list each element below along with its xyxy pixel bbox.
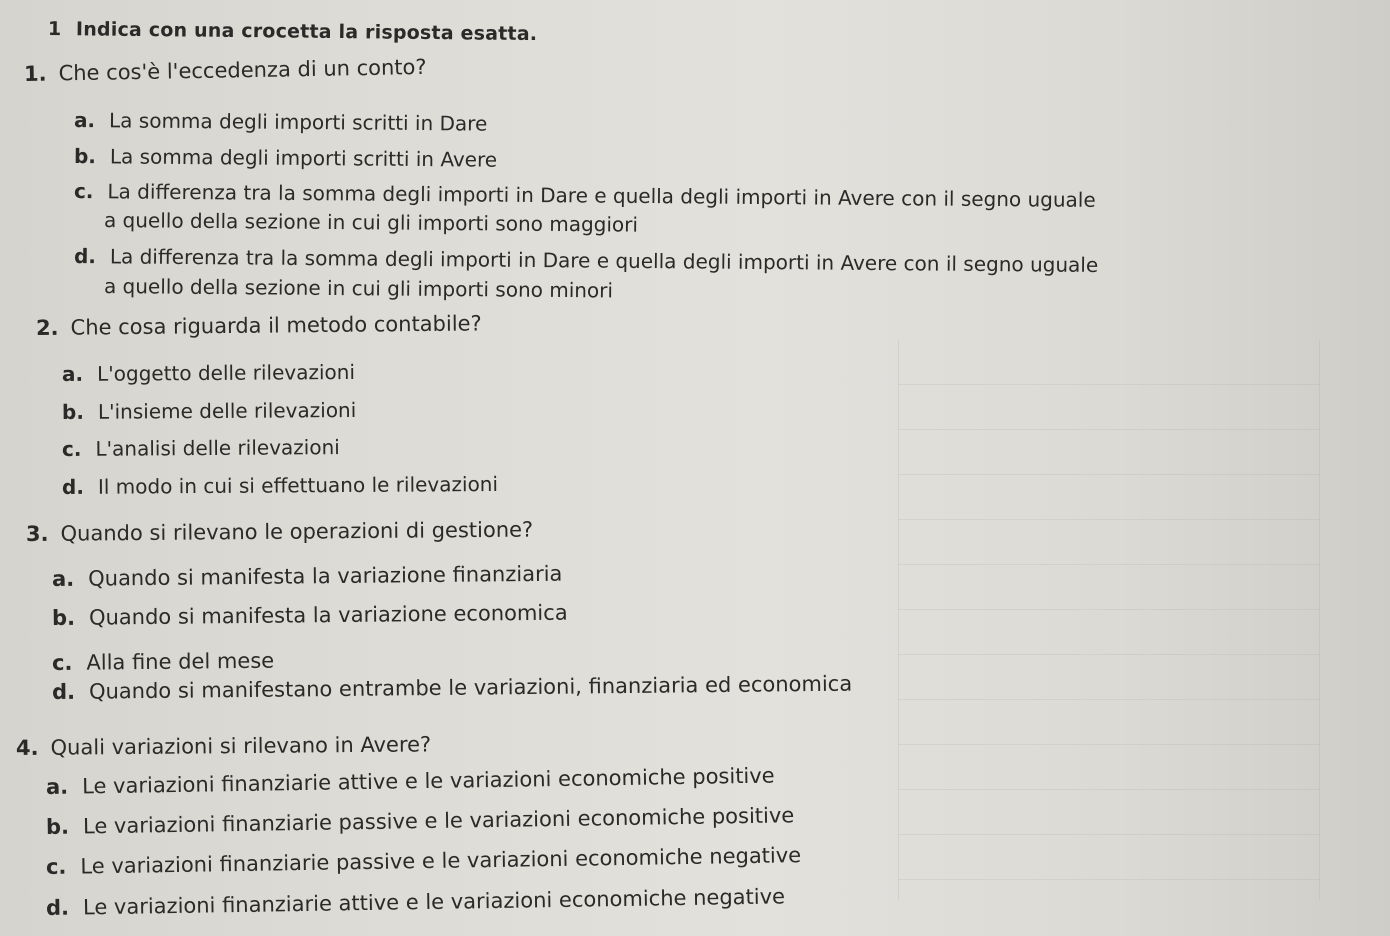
option-4c[interactable] [46, 843, 802, 879]
option-4b[interactable] [46, 803, 795, 839]
option-letter: d. [61, 474, 85, 499]
option-3c[interactable] [52, 649, 274, 675]
option-4d[interactable] [46, 884, 785, 920]
option-1d[interactable] [74, 244, 1098, 277]
option-text: La differenza tra la somma degli importi in Dare e quella degli importi in Avere con il segno uguale [107, 179, 1096, 212]
exercise-number: 1 [47, 18, 62, 41]
question-text: Che cosa riguarda il metodo contabile? [70, 311, 482, 340]
option-3d[interactable] [52, 672, 852, 704]
option-letter: c. [45, 854, 67, 879]
option-letter: a. [51, 566, 75, 591]
option-text: Il modo in cui si effettuano le rilevazioni [97, 471, 499, 499]
question-3 [26, 518, 533, 546]
option-letter: c. [51, 650, 73, 675]
option-text: Le variazioni finanziarie attive e le variazioni economiche negative [82, 884, 786, 920]
option-letter: b. [73, 144, 97, 169]
option-4a[interactable] [46, 764, 775, 799]
option-letter: a. [61, 361, 84, 386]
question-text: Quali variazioni si rilevano in Avere? [50, 732, 432, 760]
option-2a[interactable] [62, 360, 355, 386]
exercise-instruction: Indica con una crocetta la risposta esatta. [75, 18, 538, 46]
option-letter: a. [45, 774, 69, 799]
question-number: 1. [23, 61, 47, 86]
option-2b[interactable] [62, 398, 356, 424]
option-text: Le variazioni finanziarie passive e le variazioni economiche positive [82, 803, 795, 839]
option-letter: c. [61, 436, 82, 461]
question-2 [36, 311, 482, 340]
exercise-heading [48, 18, 537, 45]
option-text: a quello della sezione in cui gli importi sono minori [103, 274, 614, 303]
option-text: Le variazioni finanziarie passive e le variazioni economiche negative [80, 843, 802, 879]
option-2c[interactable] [62, 435, 340, 461]
option-letter: a. [73, 108, 96, 133]
option-2d[interactable] [62, 472, 498, 499]
option-1c[interactable] [74, 179, 1096, 212]
question-text: Quando si rilevano le operazioni di gestione? [60, 517, 534, 546]
option-text: La differenza tra la somma degli importi in Dare e quella degli importi in Avere con il segno uguale [109, 244, 1099, 277]
option-letter: c. [73, 179, 94, 204]
question-number: 2. [35, 315, 59, 340]
option-text: L'analisi delle rilevazioni [95, 435, 340, 461]
option-letter: b. [45, 814, 70, 839]
option-letter: b. [61, 399, 85, 424]
option-text: Quando si manifesta la variazione finanziaria [88, 561, 563, 591]
question-text: Che cos'è l'eccedenza di un conto? [58, 54, 427, 86]
option-3b[interactable] [52, 601, 568, 630]
option-1d-continued [104, 274, 613, 302]
question-number: 3. [25, 521, 49, 546]
option-text: Alla fine del mese [86, 648, 275, 675]
option-text: Quando si manifesta la variazione economica [88, 600, 568, 630]
option-1a[interactable] [74, 108, 488, 136]
option-letter: d. [73, 244, 97, 269]
option-text: a quello della sezione in cui gli importi sono maggiori [103, 208, 639, 237]
question-1 [24, 55, 427, 86]
option-text: Quando si manifestano entrambe le variazioni, finanziaria ed economica [88, 671, 853, 704]
question-number: 4. [15, 735, 39, 760]
option-text: Le variazioni finanziarie attive e le variazioni economiche positive [81, 763, 775, 799]
option-text: La somma degli importi scritti in Dare [108, 108, 488, 136]
option-text: L'oggetto delle rilevazioni [97, 359, 356, 386]
option-1c-continued [104, 208, 638, 237]
option-3a[interactable] [52, 562, 563, 591]
bleed-through-table [898, 340, 1320, 900]
option-text: L'insieme delle rilevazioni [97, 397, 357, 424]
option-letter: b. [51, 605, 76, 630]
question-4 [16, 732, 431, 760]
option-text: La somma degli importi scritti in Avere [109, 144, 498, 172]
option-letter: d. [51, 679, 76, 704]
option-letter: d. [45, 895, 70, 920]
option-1b[interactable] [74, 144, 497, 172]
